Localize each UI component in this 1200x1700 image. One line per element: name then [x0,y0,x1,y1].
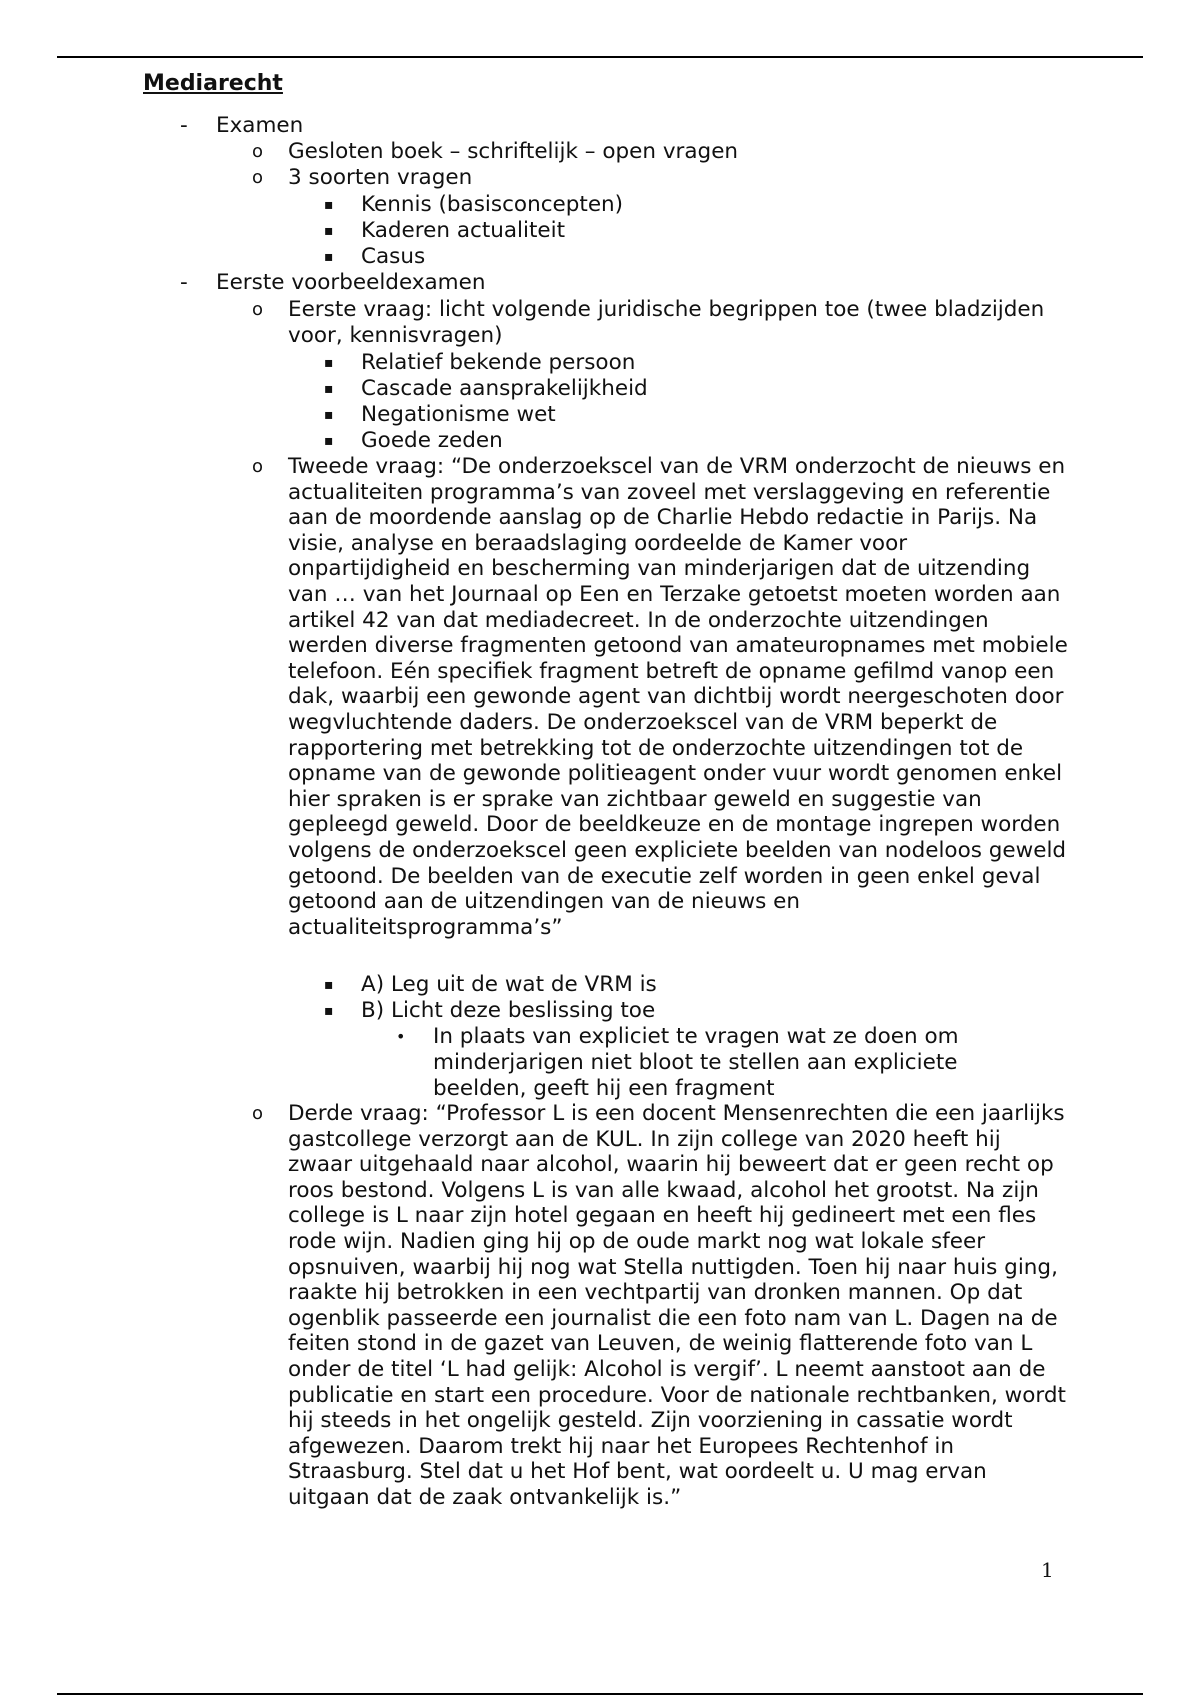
page-number: 1 [1041,1558,1054,1582]
list-item: Eerste voorbeeldexamen [216,270,486,295]
list-item: Gesloten boek – schriftelijk – open vragen [288,139,739,164]
dash-marker: - [180,270,188,295]
question-two: Tweede vraag: “De onderzoekscel van de VRM onderzocht de nieuws en actualiteiten programma’s van zoveel met verslaggeving en referentie aan de moordende aanslag op de Charlie Hebdo redactie in Parijs. Na visie, analyse en beraadslaging oordeelde de Kamer voor onpartijdigheid en bescherming van minderjarigen dat de uitzending van … van het Journaal op Een en Terzake getoetst moeten worden aan artikel 42 van dat mediadecreet. In de onderzochte uitzendingen werden diverse fragmenten getoond van amateuropnames met mobiele telefoon. Eén specifiek fragment betreft de opname gefilmd vanop een dak, waarbij een gewonde agent van dichtbij wordt neergeschoten door wegvluchtende daders. De onderzoekscel van de VRM beperkt de rapportering met betrekking tot de onderzochte uitzendingen tot de opname van de gewonde politieagent onder vuur wordt genomen enkel hier spraken is er sprake van zichtbaar geweld en suggestie van gepleegd geweld. Door de beeldkeuze en de montage ingrepen worden volgens de onderzoekscel geen expliciete beelden van nodeloos geweld getoond. De beelden van de executie zelf worden in geen enkel geval getoond aan de uitzendingen van de nieuws en actualiteitsprogramma’s” [288,454,1068,940]
square-marker: ▪ [324,355,334,371]
circle-marker: o [252,167,264,188]
square-marker: ▪ [324,223,334,239]
list-item: B) Licht deze beslissing toe [361,998,656,1023]
list-item: Relatief bekende persoon [361,350,636,375]
list-item: Cascade aansprakelijkheid [361,376,648,401]
header-rule [57,56,1143,58]
list-item: Casus [361,244,426,269]
circle-marker: o [252,141,264,162]
list-item: Negationisme wet [361,402,556,427]
list-item: Eerste vraag: licht volgende juridische begrippen toe (twee bladzijden voor, kennisvragen) [288,297,1045,348]
square-marker: ▪ [324,381,334,397]
square-marker: ▪ [324,433,334,449]
list-item: Kaderen actualiteit [361,218,566,243]
bullet-marker: • [396,1027,406,1046]
document-title: Mediarecht [143,71,283,96]
circle-marker: o [252,456,264,477]
question-three: Derde vraag: “Professor L is een docent Mensenrechten die een jaarlijks gastcollege verzorgt aan de KUL. In zijn college van 2020 heeft hij zwaar uitgehaald naar alcohol, waarin hij beweert dat er geen recht op roos bestond. Volgens L is van alle kwaad, alcohol het grootst. Na zijn college is L naar zijn hotel gegaan en heeft hij gedineert met een fles rode wijn. Nadien ging hij op de oude markt nog wat lokale sfeer opsnuiven, waarbij hij nog wat Stella nuttigden. Toen hij naar huis ging, raakte hij betrokken in een vechtpartij van dronken mannen. Op dat ogenblik passeerde een journalist die een foto nam van L. Dagen na de feiten stond in de gazet van Leuven, de weinig flatterende foto van L onder de titel ‘L had gelijk: Alcohol is vergif’. L neemt aanstoot aan de publicatie en start een procedure. Voor de nationale rechtbanken, wordt hij steeds in het ongelijk gesteld. Zijn voorziening in cassatie wordt afgewezen. Daarom trekt hij naar het Europees Rechtenhof in Straasburg. Stel dat u het Hof bent, wat oordeelt u. U mag ervan uitgaan dat de zaak ontvankelijk is.” [288,1101,1066,1510]
list-item: Goede zeden [361,428,503,453]
list-item: Kennis (basisconcepten) [361,192,624,217]
dash-marker: - [180,113,188,138]
square-marker: ▪ [324,407,334,423]
square-marker: ▪ [324,977,334,993]
circle-marker: o [252,299,264,320]
square-marker: ▪ [324,1003,334,1019]
square-marker: ▪ [324,249,334,265]
list-item: A) Leg uit de wat de VRM is [361,972,657,997]
list-item: 3 soorten vragen [288,165,473,190]
footer-rule [57,1693,1143,1695]
list-item: Examen [216,113,304,138]
square-marker: ▪ [324,197,334,213]
circle-marker: o [252,1103,264,1124]
list-item: In plaats van expliciet te vragen wat ze doen om minderjarigen niet bloot te stellen aan expliciete beelden, geeft hij een fragment [433,1024,959,1101]
